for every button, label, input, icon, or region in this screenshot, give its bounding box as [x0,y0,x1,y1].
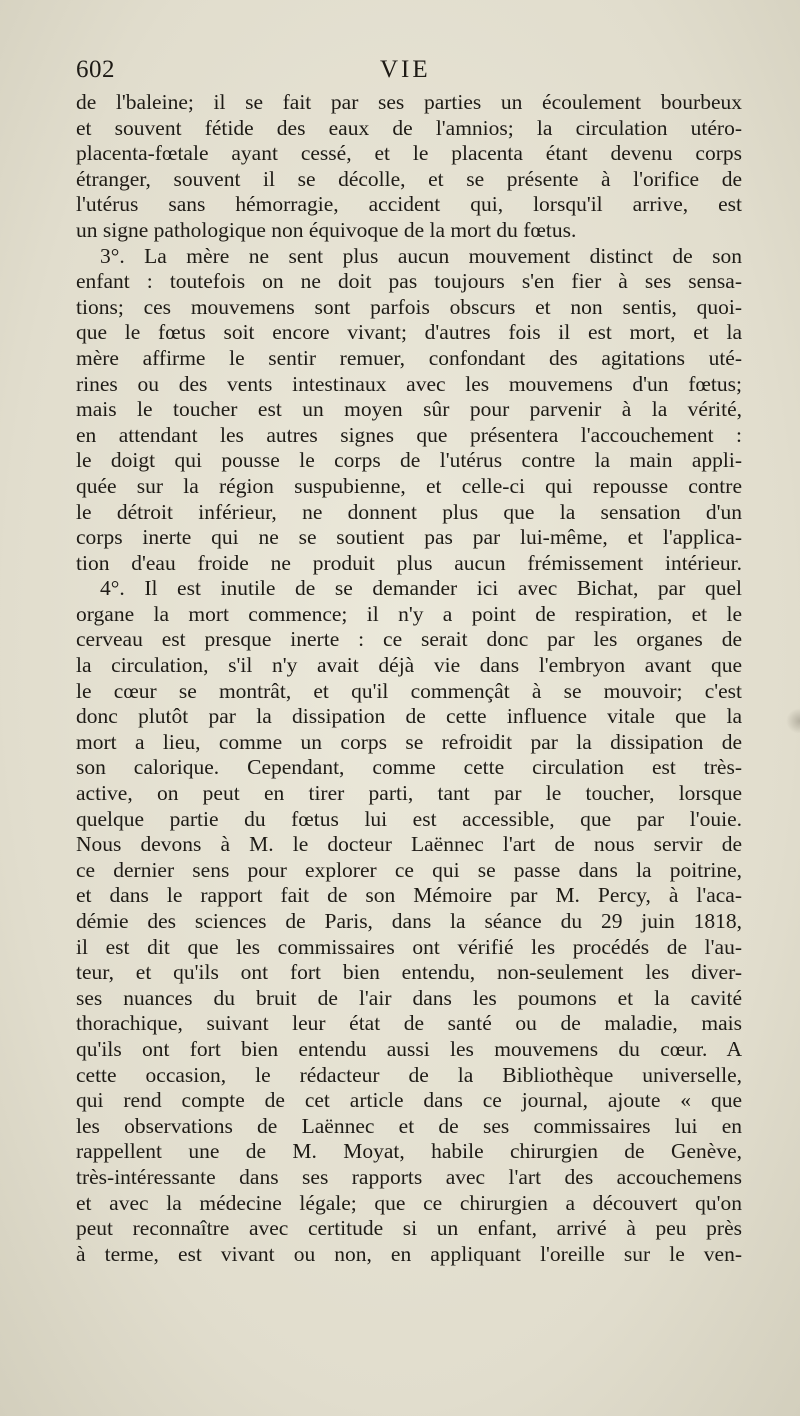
text-line: rines ou des vents intestinaux avec les mouvemens d'un fœtus; [76,371,742,396]
text-line: étranger, souvent il se décolle, et se présente à l'orifice de [76,166,742,191]
text-line: mais le toucher est un moyen sûr pour parvenir à la vérité, [76,397,742,422]
text-line: le doigt qui pousse le corps de l'utérus contre la main appli- [76,448,742,473]
text-line: en attendant les autres signes que présentera l'accouchement : [76,422,742,447]
text-line: son calorique. Cependant, comme cette circulation est très- [76,755,742,780]
text-line: quée sur la région suspubienne, et celle-ci qui repousse contre [76,473,742,498]
text-line: ce dernier sens pour explorer ce qui se passe dans la poitrine, [76,857,742,882]
text-line: quelque partie du fœtus lui est accessible, que par l'ouie. [76,806,742,831]
text-line: active, on peut en tirer parti, tant par le toucher, lorsque [76,781,742,806]
text-line: et souvent fétide des eaux de l'amnios; la circulation utéro- [76,115,742,140]
running-head: VIE [380,56,431,83]
text-line: placenta-fœtale ayant cessé, et le placenta étant devenu corps [76,141,742,166]
text-line: à terme, est vivant ou non, en appliquant l'oreille sur le ven- [76,1241,742,1266]
body-text [76,90,742,1267]
text-line: cette occasion, le rédacteur de la Bibliothèque universelle, [76,1062,742,1087]
text-line: démie des sciences de Paris, dans la séance du 29 juin 1818, [76,909,742,933]
text-line: et avec la médecine légale; que ce chirurgien a découvert qu'on [76,1190,742,1215]
text-line: donc plutôt par la dissipation de cette influence vitale que la [76,704,742,729]
text-line: qu'ils ont fort bien entendu aussi les mouvemens du cœur. A [76,1036,742,1061]
text-line: le cœur se montrât, et qu'il commençât à se mouvoir; c'est [76,678,742,703]
text-line: et dans le rapport fait de son Mémoire par M. Percy, à l'aca- [76,883,742,908]
text-line: rappellent une de M. Moyat, habile chirurgien de Genève, [76,1139,742,1164]
text-line: l'utérus sans hémorragie, accident qui, lorsqu'il arrive, est [76,192,742,217]
text-line: organe la mort commence; il n'y a point de respiration, et le [76,601,742,626]
text-line: ses nuances du bruit de l'air dans les poumons et la cavité [76,985,742,1010]
text-line: que le fœtus soit encore vivant; d'autres fois il est mort, et la [76,320,742,345]
text-line: corps inerte qui ne se soutient pas par lui-même, et l'applica- [76,525,742,550]
text-line: de l'baleine; il se fait par ses parties un écoulement bourbeux [76,90,742,114]
paragraph-start-line: 4°. Il est inutile de se demander ici avec Bichat, par quel [100,576,742,601]
text-line: la circulation, s'il n'y avait déjà vie dans l'embryon avant que [76,653,742,678]
page-edge-smudge [786,708,800,734]
text-line: tions; ces mouvemens sont parfois obscurs et non sentis, quoi- [76,294,742,319]
page-number: 602 [76,56,115,83]
text-line: enfant : toutefois on ne doit pas toujours s'en fier à ses sensa- [76,269,742,294]
text-line: le détroit inférieur, ne donnent plus que la sensation d'un [76,499,742,524]
text-line: Nous devons à M. le docteur Laënnec l'art de nous servir de [76,832,742,857]
page-header [76,56,742,90]
text-line: mère affirme le sentir remuer, confondant des agitations uté- [76,345,742,370]
text-line: qui rend compte de cet article dans ce journal, ajoute « que [76,1088,742,1113]
text-line: tion d'eau froide ne produit plus aucun frémissement intérieur. [76,550,742,575]
text-line: thorachique, suivant leur état de santé ou de maladie, mais [76,1011,742,1036]
text-line: très-intéressante dans ses rapports avec l'art des accouchemens [76,1164,742,1189]
text-line: teur, et qu'ils ont fort bien entendu, non-seulement les diver- [76,960,742,985]
text-line: un signe pathologique non équivoque de la mort du fœtus. [76,217,577,242]
paragraph-start-line: 3°. La mère ne sent plus aucun mouvement distinct de son [100,243,742,268]
text-line: il est dit que les commissaires ont vérifié les procédés de l'au- [76,934,742,959]
text-line: cerveau est presque inerte : ce serait donc par les organes de [76,627,742,652]
text-line: les observations de Laënnec et de ses commissaires lui en [76,1113,742,1138]
text-line: mort a lieu, comme un corps se refroidit par la dissipation de [76,729,742,754]
text-line: peut reconnaître avec certitude si un enfant, arrivé à peu près [76,1216,742,1241]
